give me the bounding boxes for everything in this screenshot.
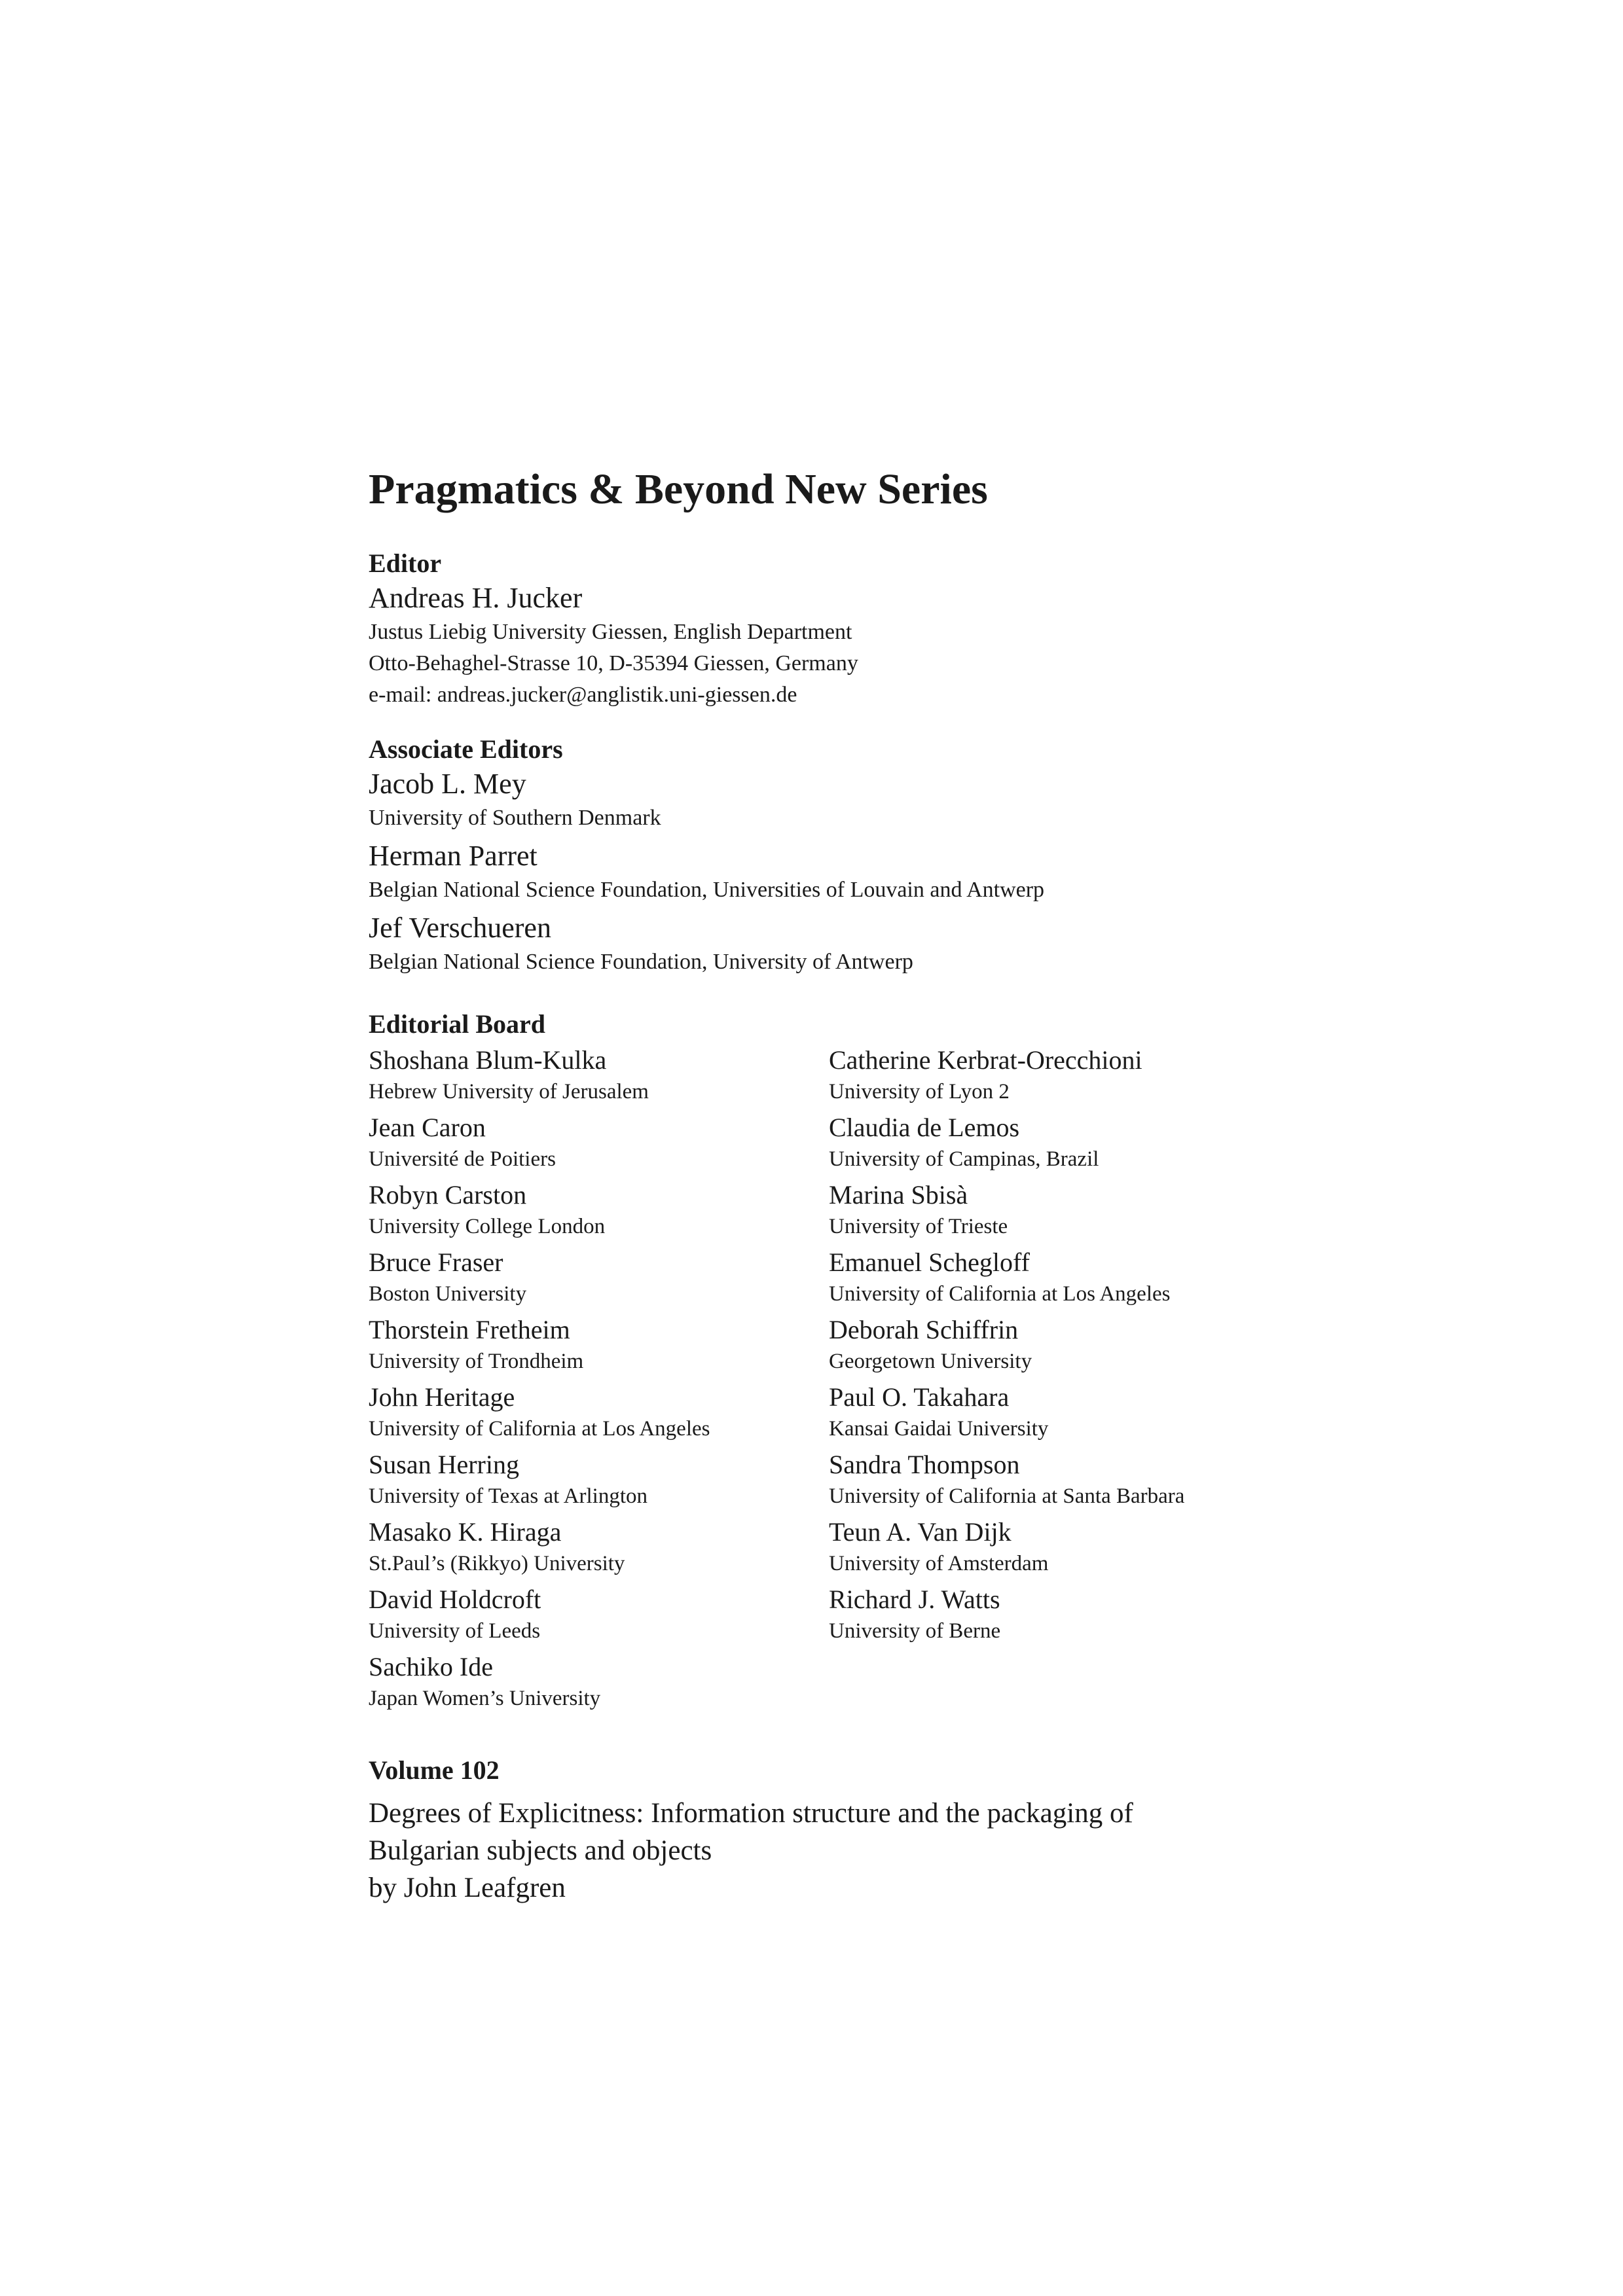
board-member-affiliation: Japan Women’s University [369, 1687, 601, 1710]
board-member-name: Masako K. Hiraga [369, 1517, 562, 1547]
board-member [829, 1246, 1184, 1313]
board-member-name: Teun A. Van Dijk [829, 1517, 1012, 1547]
board-member [829, 1583, 1184, 1650]
board-member [369, 1583, 710, 1650]
board-member-name: Claudia de Lemos [829, 1113, 1020, 1142]
board-member-affiliation: University of Berne [829, 1619, 1001, 1643]
board-member-name: Robyn Carston [369, 1180, 527, 1210]
board-member [369, 1380, 710, 1448]
board-member [369, 1043, 710, 1111]
board-member-name: Sachiko Ide [369, 1652, 493, 1681]
volume-author: by John Leafgren [369, 1873, 566, 1903]
board-member-name: Thorstein Fretheim [369, 1315, 570, 1344]
board-member-affiliation: University of Leeds [369, 1619, 541, 1643]
board-member-affiliation: Georgetown University [829, 1350, 1032, 1373]
associate-editors-section [369, 733, 1044, 982]
board-member [829, 1313, 1184, 1380]
board-member [369, 1111, 710, 1178]
associate-editor-name: Jacob L. Mey [369, 768, 526, 800]
board-member [369, 1448, 710, 1515]
board-member-affiliation: St.Paul’s (Rikkyo) University [369, 1552, 625, 1575]
volume-heading: Volume 102 [369, 1755, 500, 1785]
board-member-name: Richard J. Watts [829, 1585, 1000, 1614]
editor-email: e-mail: andreas.jucker@anglistik.uni-giessen.de [369, 683, 797, 707]
associate-editor-entry [369, 910, 1044, 978]
board-member-affiliation: Université de Poitiers [369, 1147, 556, 1171]
board-member-name: Jean Caron [369, 1113, 486, 1142]
board-member-affiliation: University of California at Los Angeles [829, 1282, 1171, 1306]
editorial-board-right-column [829, 1043, 1184, 1650]
board-member-affiliation: University of Amsterdam [829, 1552, 1049, 1575]
board-member-affiliation: University of California at Los Angeles [369, 1417, 710, 1441]
board-member-affiliation: Kansai Gaidai University [829, 1417, 1049, 1441]
board-member-affiliation: University College London [369, 1215, 606, 1238]
board-member-affiliation: Boston University [369, 1282, 527, 1306]
board-member-name: Sandra Thompson [829, 1450, 1020, 1479]
board-member-name: John Heritage [369, 1382, 515, 1412]
associate-editor-entry [369, 838, 1044, 906]
board-member [829, 1111, 1184, 1178]
board-member [369, 1246, 710, 1313]
volume-title-line-2: Bulgarian subjects and objects [369, 1835, 712, 1866]
editor-name: Andreas H. Jucker [369, 582, 583, 614]
board-member [829, 1515, 1184, 1583]
volume-title-line-1: Degrees of Explicitness: Information structure and the packaging of [369, 1798, 1133, 1829]
board-member [369, 1515, 710, 1583]
associate-editor-name: Herman Parret [369, 840, 538, 872]
board-member-name: Paul O. Takahara [829, 1382, 1010, 1412]
board-member [369, 1650, 710, 1717]
board-member-name: Susan Herring [369, 1450, 519, 1479]
editorial-board-heading: Editorial Board [369, 1009, 546, 1039]
board-member-affiliation: University of Trieste [829, 1215, 1008, 1238]
board-member [369, 1178, 710, 1246]
board-member [829, 1380, 1184, 1448]
editor-affiliation: Justus Liebig University Giessen, English Department [369, 620, 852, 644]
board-member [829, 1043, 1184, 1111]
board-member [369, 1313, 710, 1380]
board-member-affiliation: University of Trondheim [369, 1350, 584, 1373]
editorial-board-left-column [369, 1043, 710, 1717]
board-member-name: David Holdcroft [369, 1585, 541, 1614]
board-member-affiliation: University of Campinas, Brazil [829, 1147, 1099, 1171]
board-member-name: Shoshana Blum-Kulka [369, 1045, 607, 1075]
board-member-affiliation: University of Lyon 2 [829, 1080, 1010, 1103]
board-member-name: Catherine Kerbrat-Orecchioni [829, 1045, 1142, 1075]
editor-heading: Editor [369, 548, 442, 578]
board-member-name: Emanuel Schegloff [829, 1247, 1030, 1277]
editor-address: Otto-Behaghel-Strasse 10, D-35394 Giessen, Germany [369, 651, 858, 675]
board-member-name: Marina Sbisà [829, 1180, 968, 1210]
board-member-affiliation: University of Texas at Arlington [369, 1484, 648, 1508]
series-title: Pragmatics & Beyond New Series [369, 465, 988, 513]
board-member-name: Bruce Fraser [369, 1247, 503, 1277]
volume-title-block [369, 1795, 1133, 1907]
board-member [829, 1448, 1184, 1515]
board-member-affiliation: University of California at Santa Barbara [829, 1484, 1185, 1508]
board-member-name: Deborah Schiffrin [829, 1315, 1019, 1344]
board-member [829, 1178, 1184, 1246]
board-member-affiliation: Hebrew University of Jerusalem [369, 1080, 649, 1103]
associate-editor-affiliation: Belgian National Science Foundation, Universities of Louvain and Antwerp [369, 878, 1045, 902]
associate-editor-entry [369, 766, 1044, 834]
editor-section [369, 547, 858, 711]
associate-editor-affiliation: University of Southern Denmark [369, 806, 661, 830]
associate-editor-affiliation: Belgian National Science Foundation, University of Antwerp [369, 950, 913, 974]
associate-editors-heading: Associate Editors [369, 734, 563, 764]
associate-editor-name: Jef Verschueren [369, 912, 551, 944]
